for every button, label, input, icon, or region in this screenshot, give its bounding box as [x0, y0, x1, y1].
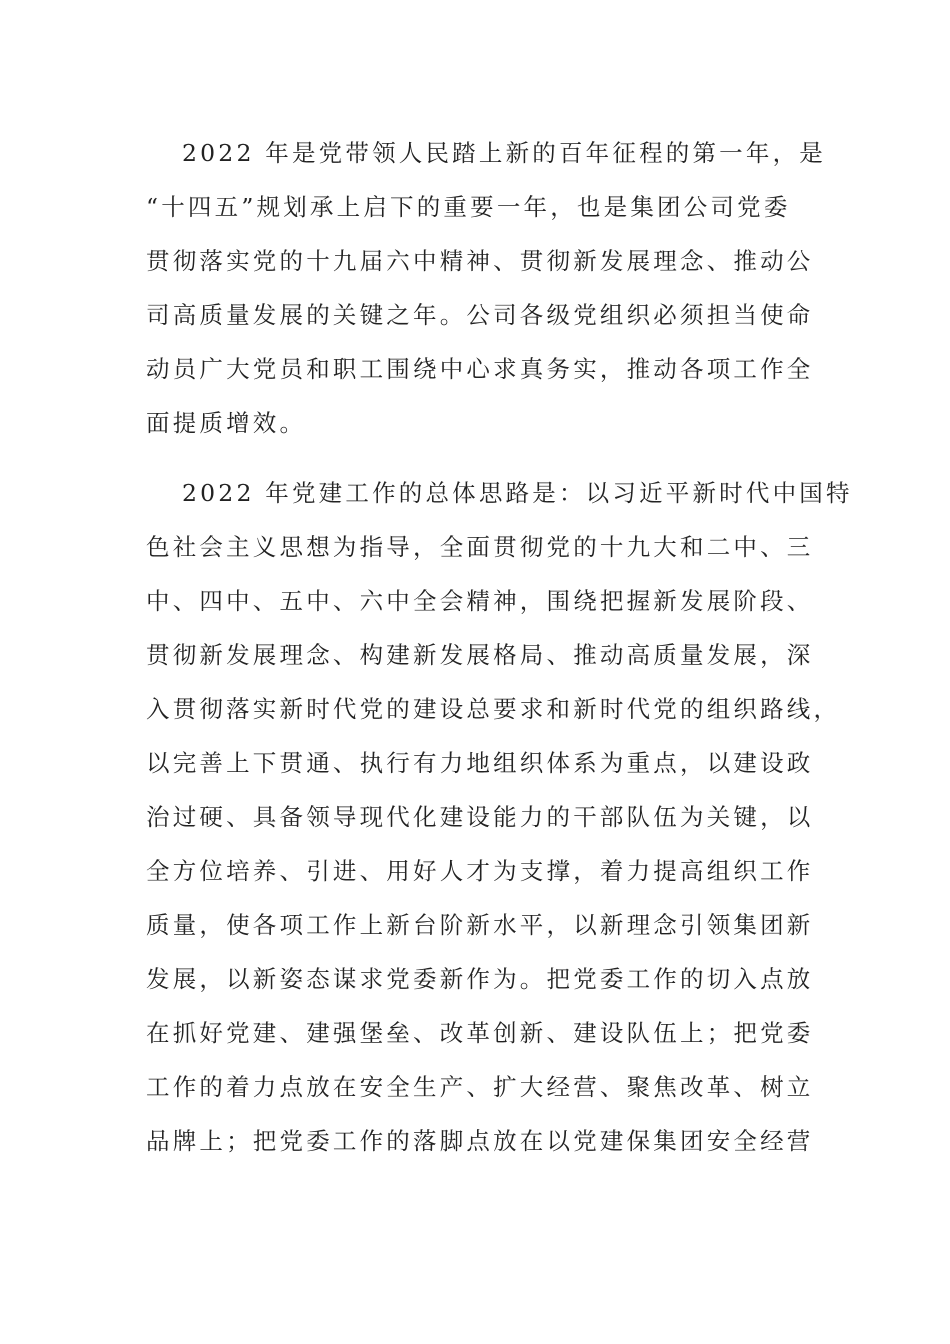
paragraph-line: 动员广大党员和职工围绕中心求真务实，推动各项工作全	[146, 355, 814, 383]
paragraph-line: 品牌上；把党委工作的落脚点放在以党建保集团安全经营	[146, 1127, 814, 1155]
paragraph-line: 色社会主义思想为指导，全面贯彻党的十九大和二中、三	[146, 533, 814, 561]
paragraph-intro	[146, 126, 826, 450]
paragraph-line: 入贯彻落实新时代党的建设总要求和新时代党的组织路线，	[146, 695, 841, 723]
paragraph-line: 治过硬、具备领导现代化建设能力的干部队伍为关键，以	[146, 803, 814, 831]
paragraph-line: 在抓好党建、建强堡垒、改革创新、建设队伍上；把党委	[146, 1019, 814, 1047]
paragraph-overall-approach	[146, 466, 853, 1168]
paragraph-line: 发展，以新姿态谋求党委新作为。把党委工作的切入点放	[146, 965, 814, 993]
paragraph-line: 以完善上下贯通、执行有力地组织体系为重点，以建设政	[146, 749, 814, 777]
paragraph-line: “十四五”规划承上启下的重要一年，也是集团公司党委	[146, 193, 791, 221]
paragraph-line: 面提质增效。	[146, 409, 307, 437]
paragraph-line: 贯彻新发展理念、构建新发展格局、推动高质量发展，深	[146, 641, 814, 669]
paragraph-line: 中、四中、五中、六中全会精神，围绕把握新发展阶段、	[146, 587, 814, 615]
paragraph-line: 质量，使各项工作上新台阶新水平，以新理念引领集团新	[146, 911, 814, 939]
paragraph-line: 2022 年党建工作的总体思路是：以习近平新时代中国特	[182, 479, 853, 507]
paragraph-line: 工作的着力点放在安全生产、扩大经营、聚焦改革、树立	[146, 1073, 814, 1101]
paragraph-line: 贯彻落实党的十九届六中精神、贯彻新发展理念、推动公	[146, 247, 814, 275]
paragraph-line: 司高质量发展的关键之年。公司各级党组织必须担当使命	[146, 301, 814, 329]
paragraph-line: 2022 年是党带领人民踏上新的百年征程的第一年，是	[182, 139, 826, 167]
paragraph-line: 全方位培养、引进、用好人才为支撑，着力提高组织工作	[146, 857, 814, 885]
